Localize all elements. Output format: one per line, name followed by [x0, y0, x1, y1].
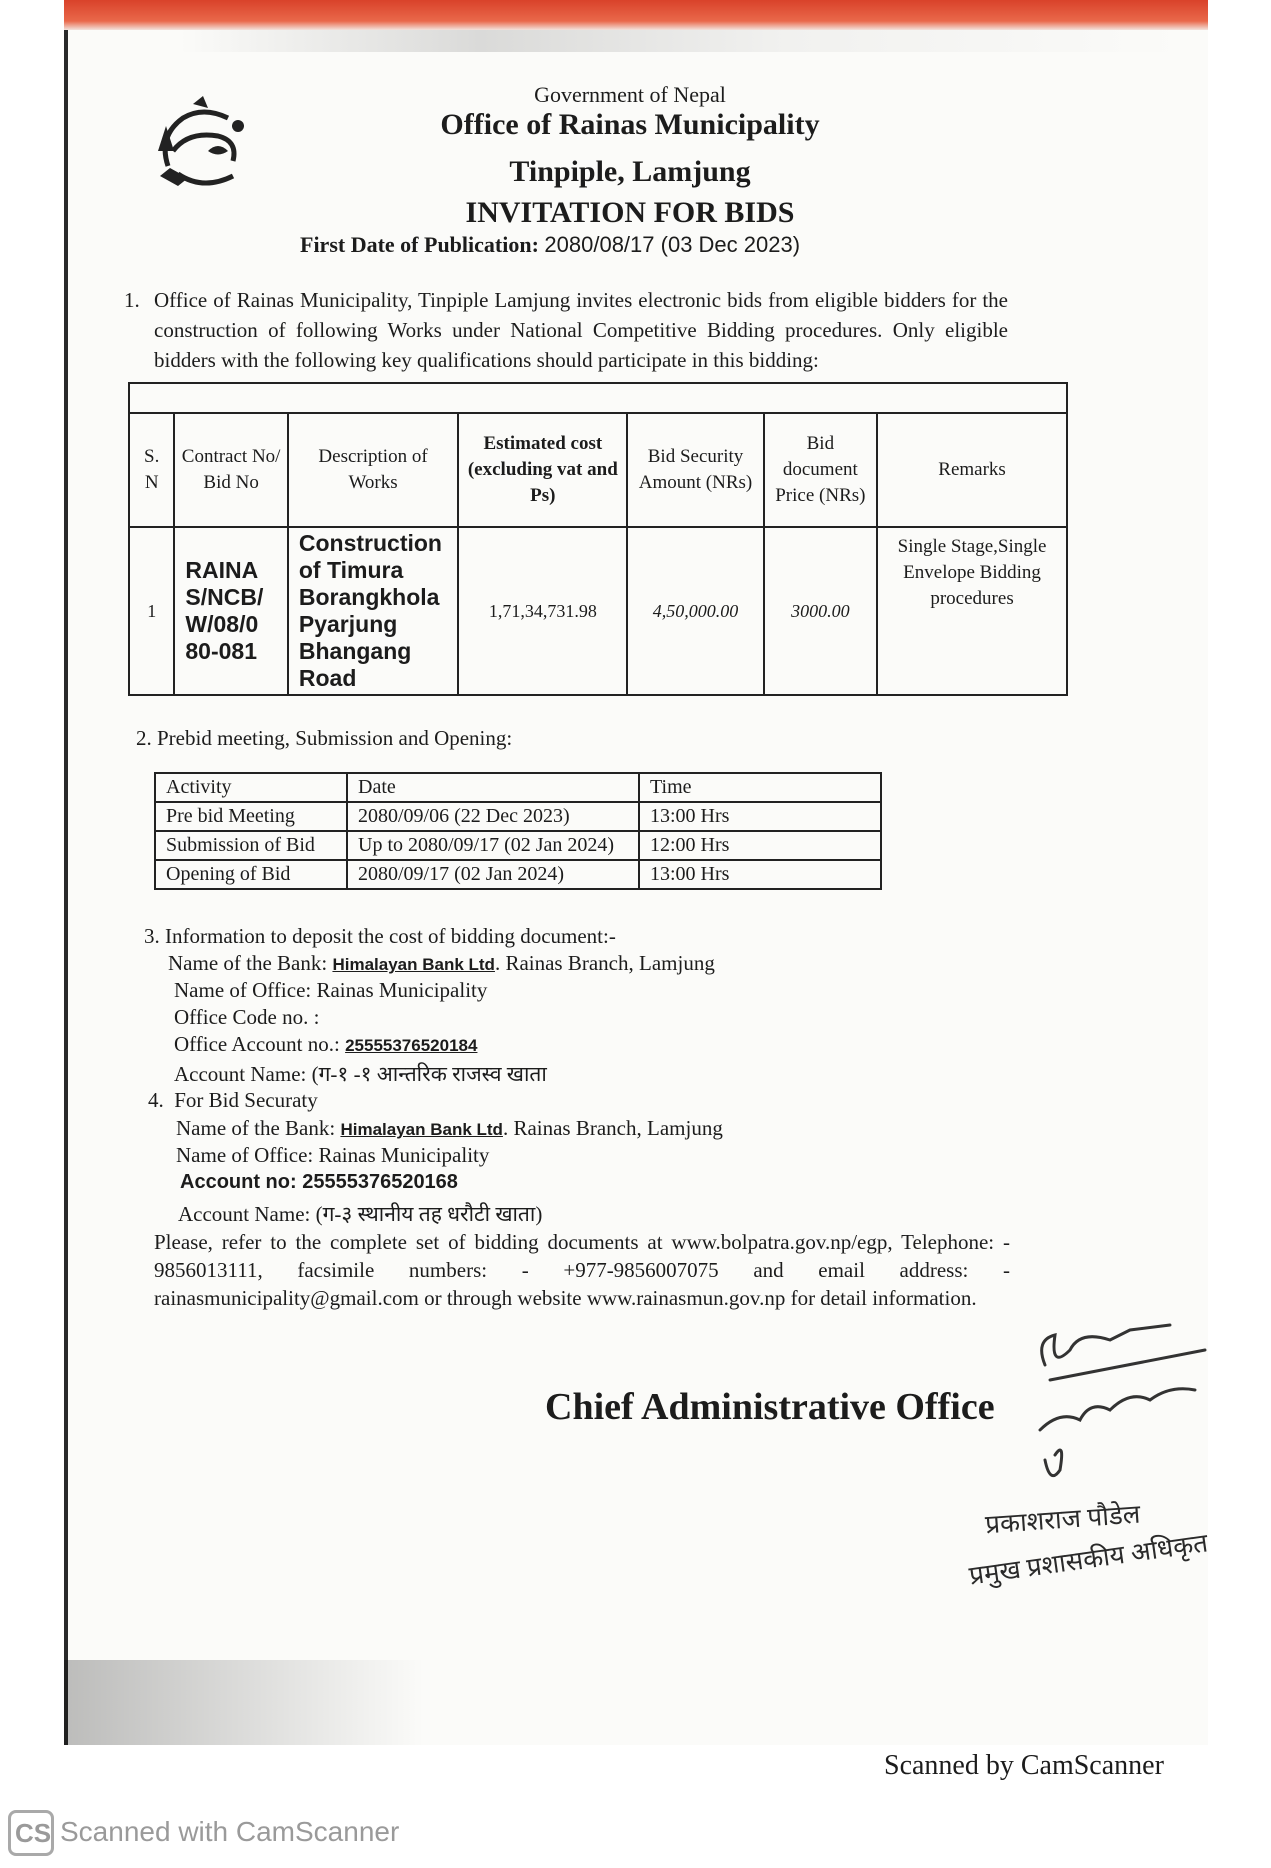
- header-doc-price: Bid document Price (NRs): [764, 413, 877, 527]
- bank-name: Himalayan Bank Ltd: [332, 955, 495, 974]
- header-remarks: Remarks: [877, 413, 1067, 527]
- header-date: Date: [347, 773, 639, 802]
- account-label: Office Account no.:: [174, 1032, 340, 1056]
- intro-paragraph: [124, 285, 1008, 375]
- bank-label: Name of the Bank:: [168, 951, 328, 975]
- section-3-title: 3. Information to deposit the cost of bidding document:-: [144, 924, 616, 948]
- header-sn: S. N: [129, 413, 174, 527]
- nepal-emblem-icon: [148, 96, 254, 196]
- cell-description: Construction of Timura Borangkhola Pyarjung Bhangang Road: [288, 527, 458, 695]
- publication-date-line: [300, 232, 800, 258]
- section-3-bank: [168, 951, 715, 976]
- section-4-bank: [176, 1116, 723, 1141]
- section-3-office-code: Office Code no. :: [174, 1005, 320, 1029]
- scanned-with-watermark: Scanned with CamScanner: [60, 1816, 400, 1847]
- cell-date: 2080/09/17 (02 Jan 2024): [347, 860, 639, 889]
- cell-contract: RAINA S/NCB/ W/08/0 80-081: [174, 527, 287, 695]
- section-4-account-name: Account Name: (ग-३ स्थानीय तह धरौटी खाता): [178, 1202, 543, 1226]
- signatory-name: प्रकाशराज पौडेल: [984, 1499, 1142, 1540]
- section-3-office: Name of Office: Rainas Municipality: [174, 978, 488, 1002]
- cell-date: Up to 2080/09/17 (02 Jan 2024): [347, 831, 639, 860]
- cell-remarks: Single Stage,Single Envelope Bidding procedures: [877, 527, 1067, 695]
- cell-time: 13:00 Hrs: [639, 860, 881, 889]
- bid-table-top-row: [129, 383, 1067, 413]
- bid-table-header-row: [129, 413, 1067, 527]
- section-4-title: [148, 1088, 318, 1113]
- cell-bid-security: 4,50,000.00: [627, 527, 763, 695]
- handwritten-signature-icon: [1020, 1310, 1210, 1510]
- table-row: [155, 802, 881, 831]
- schedule-header-row: [155, 773, 881, 802]
- cell-activity: Opening of Bid: [155, 860, 347, 889]
- section-4-number: 4.: [148, 1088, 164, 1112]
- bank-name: Himalayan Bank Ltd: [340, 1120, 503, 1139]
- section-4-office: Name of Office: Rainas Municipality: [176, 1143, 490, 1167]
- account-number: 25555376520184: [345, 1036, 478, 1055]
- table-row: [155, 860, 881, 889]
- bank-branch: . Rainas Branch, Lamjung: [494, 951, 715, 975]
- header-title: INVITATION FOR BIDS: [465, 196, 795, 229]
- top-red-band: [64, 0, 1208, 30]
- cell-estimated-cost: 1,71,34,731.98: [458, 527, 627, 695]
- signatory-title: प्रमुख प्रशासकीय अधिकृत: [967, 1528, 1210, 1591]
- cell-activity: Submission of Bid: [155, 831, 347, 860]
- scan-smudge: [180, 30, 1180, 52]
- publication-label: First Date of Publication:: [300, 232, 539, 257]
- camscanner-logo-icon: CS: [8, 1810, 54, 1856]
- scanned-by-watermark: Scanned by CamScanner: [884, 1750, 1164, 1781]
- cell-date: 2080/09/06 (22 Dec 2023): [347, 802, 639, 831]
- section-2-title: 2. Prebid meeting, Submission and Opening:: [136, 726, 513, 750]
- cell-activity: Pre bid Meeting: [155, 802, 347, 831]
- section-4-account: Account no: 25555376520168: [180, 1171, 458, 1193]
- header-activity: Activity: [155, 773, 347, 802]
- header-estimated-cost: Estimated cost (excluding vat and Ps): [458, 413, 627, 527]
- cell-time: 12:00 Hrs: [639, 831, 881, 860]
- bank-branch: . Rainas Branch, Lamjung: [502, 1116, 723, 1140]
- header-description: Description of Works: [288, 413, 458, 527]
- intro-number: 1.: [124, 288, 140, 312]
- header-bid-security: Bid Security Amount (NRs): [627, 413, 763, 527]
- table-row: [129, 527, 1067, 695]
- header-time: Time: [639, 773, 881, 802]
- table-row: [155, 831, 881, 860]
- chief-administrative-office: Chief Administrative Office: [545, 1386, 995, 1428]
- contact-paragraph: Please, refer to the complete set of bidding documents at www.bolpatra.gov.np/egp, Telephone: - 9856013111, facsimile numbers: - +977-9856007075 and email address: - rainasmunicipality@gmail.com or through website www.rainasmun.gov.np for detail information.: [154, 1230, 1010, 1310]
- intro-text: Office of Rainas Municipality, Tinpiple Lamjung invites electronic bids from eligible bidders for the construction of following Works under National Competitive Bidding procedures. Only eligible bidders with the following key qualifications should participate in this bidding:: [154, 288, 1008, 372]
- publication-date: 2080/08/17 (03 Dec 2023): [544, 232, 801, 257]
- header-government: Government of Nepal: [534, 82, 726, 107]
- cell-doc-price: 3000.00: [764, 527, 877, 695]
- header-location: Tinpiple, Lamjung: [509, 155, 751, 188]
- bank-label: Name of the Bank:: [176, 1116, 336, 1140]
- section-3-account-name: Account Name: (ग-१ -१ आन्तरिक राजस्व खाता: [174, 1062, 547, 1086]
- header-office: Office of Rainas Municipality: [440, 108, 820, 141]
- bid-table: [128, 382, 1068, 696]
- cell-time: 13:00 Hrs: [639, 802, 881, 831]
- header-contract: Contract No/ Bid No: [174, 413, 287, 527]
- schedule-table: [154, 772, 882, 890]
- section-3-account: [174, 1032, 477, 1057]
- cell-sn: 1: [129, 527, 174, 695]
- section-4-label: For Bid Securaty: [174, 1088, 318, 1112]
- scan-shadow: [64, 1660, 424, 1745]
